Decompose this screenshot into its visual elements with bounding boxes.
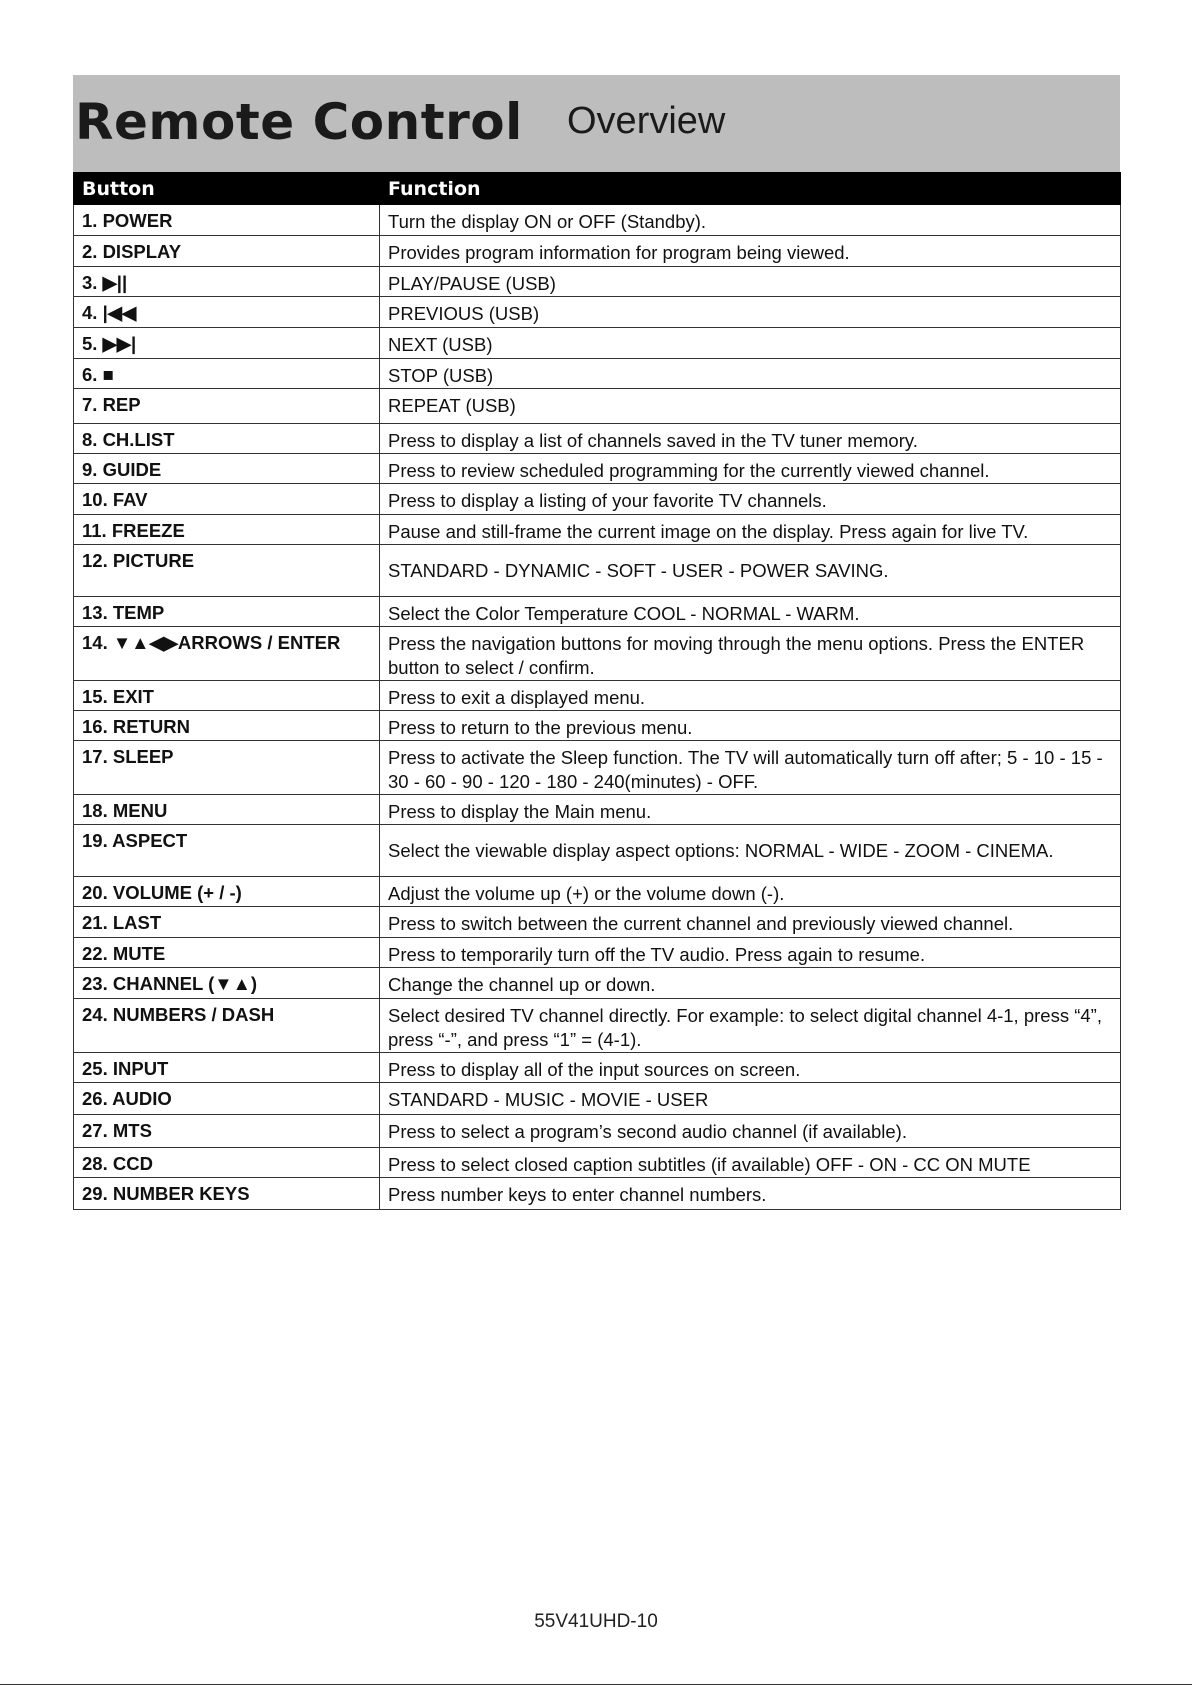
table-row (74, 545, 1121, 597)
table-row (74, 1083, 1121, 1115)
button-function: STOP (USB) (380, 359, 1121, 389)
table-row (74, 825, 1121, 877)
table-row (74, 907, 1121, 938)
button-function: Select the viewable display aspect options: NORMAL - WIDE - ZOOM - CINEMA. (380, 825, 1121, 877)
button-name: 5. ▶▶| (74, 328, 380, 359)
table-row (74, 236, 1121, 267)
button-name: 28. CCD (74, 1148, 380, 1178)
button-function: REPEAT (USB) (380, 389, 1121, 424)
button-name: 29. NUMBER KEYS (74, 1178, 380, 1210)
button-name: 27. MTS (74, 1115, 380, 1148)
button-function: Change the channel up or down. (380, 968, 1121, 999)
button-name: 15. EXIT (74, 681, 380, 711)
button-name: 16. RETURN (74, 711, 380, 741)
table-row (74, 1178, 1121, 1210)
button-name: 1. POWER (74, 205, 380, 236)
button-name: 19. ASPECT (74, 825, 380, 877)
button-function: Select desired TV channel directly. For example: to select digital channel 4-1, press “4”, press “-”, and press “1” = (4-1). (380, 999, 1121, 1053)
table-row (74, 267, 1121, 297)
button-name: 21. LAST (74, 907, 380, 938)
table-row (74, 454, 1121, 484)
button-name: 10. FAV (74, 484, 380, 515)
table-row (74, 205, 1121, 236)
button-function: STANDARD - DYNAMIC - SOFT - USER - POWER SAVING. (380, 545, 1121, 597)
table-row (74, 877, 1121, 907)
table-row (74, 484, 1121, 515)
button-name: 13. TEMP (74, 597, 380, 627)
button-name: 25. INPUT (74, 1053, 380, 1083)
button-function: Press to display a list of channels saved in the TV tuner memory. (380, 424, 1121, 454)
table-row (74, 389, 1121, 424)
button-function: Press to display the Main menu. (380, 795, 1121, 825)
button-function: Select the Color Temperature COOL - NORMAL - WARM. (380, 597, 1121, 627)
button-name: 11. FREEZE (74, 515, 380, 545)
table-row (74, 795, 1121, 825)
table-row (74, 938, 1121, 968)
table-row (74, 424, 1121, 454)
table-row (74, 328, 1121, 359)
button-function: Pause and still-frame the current image on the display. Press again for live TV. (380, 515, 1121, 545)
button-name: 22. MUTE (74, 938, 380, 968)
table-row (74, 515, 1121, 545)
button-function: Provides program information for program being viewed. (380, 236, 1121, 267)
table-row (74, 711, 1121, 741)
button-function: Press to return to the previous menu. (380, 711, 1121, 741)
table-row (74, 297, 1121, 328)
button-function: Press to display all of the input sources on screen. (380, 1053, 1121, 1083)
table-row (74, 1053, 1121, 1083)
header-function: Function (380, 173, 1121, 205)
button-name: 3. ▶|| (74, 267, 380, 297)
table-row (74, 681, 1121, 711)
table-header-row (74, 173, 1121, 205)
button-name: 14. ▼▲◀▶ARROWS / ENTER (74, 627, 380, 681)
button-function: Press to temporarily turn off the TV audio. Press again to resume. (380, 938, 1121, 968)
table-row (74, 627, 1121, 681)
button-function: Press to review scheduled programming for the currently viewed channel. (380, 454, 1121, 484)
button-function: STANDARD - MUSIC - MOVIE - USER (380, 1083, 1121, 1115)
button-name: 26. AUDIO (74, 1083, 380, 1115)
button-name: 20. VOLUME (+ / -) (74, 877, 380, 907)
button-function: Press to switch between the current channel and previously viewed channel. (380, 907, 1121, 938)
button-function: Press to select a program’s second audio channel (if available). (380, 1115, 1121, 1148)
remote-control-table (73, 172, 1121, 1210)
table-row (74, 597, 1121, 627)
button-function: PREVIOUS (USB) (380, 297, 1121, 328)
button-function: Turn the display ON or OFF (Standby). (380, 205, 1121, 236)
page-title: Remote Control (75, 93, 523, 151)
button-function: PLAY/PAUSE (USB) (380, 267, 1121, 297)
button-name: 8. CH.LIST (74, 424, 380, 454)
button-function: Press to activate the Sleep function. The TV will automatically turn off after; 5 - 10 - 15 - 30 - 60 - 90 - 120 - 180 - 240(minutes) - OFF. (380, 741, 1121, 795)
button-name: 24. NUMBERS / DASH (74, 999, 380, 1053)
table-row (74, 1115, 1121, 1148)
table-row (74, 999, 1121, 1053)
button-function: Press to exit a displayed menu. (380, 681, 1121, 711)
button-function: Press to display a listing of your favorite TV channels. (380, 484, 1121, 515)
remote-table-wrapper (73, 172, 1120, 1210)
button-name: 4. |◀◀ (74, 297, 380, 328)
table-row (74, 1148, 1121, 1178)
button-name: 18. MENU (74, 795, 380, 825)
button-name: 17. SLEEP (74, 741, 380, 795)
table-row (74, 741, 1121, 795)
button-name: 9. GUIDE (74, 454, 380, 484)
button-function: Press the navigation buttons for moving through the menu options. Press the ENTER button to select / confirm. (380, 627, 1121, 681)
button-function: NEXT (USB) (380, 328, 1121, 359)
model-number: 55V41UHD-10 (534, 1611, 658, 1632)
header-button: Button (74, 173, 380, 205)
button-name: 23. CHANNEL (▼▲) (74, 968, 380, 999)
button-name: 6. ■ (74, 359, 380, 389)
button-name: 2. DISPLAY (74, 236, 380, 267)
table-row (74, 968, 1121, 999)
button-function: Adjust the volume up (+) or the volume down (-). (380, 877, 1121, 907)
button-name: 7. REP (74, 389, 380, 424)
page-subtitle: Overview (567, 100, 726, 142)
button-function: Press number keys to enter channel numbers. (380, 1178, 1121, 1210)
button-function: Press to select closed caption subtitles (if available) OFF - ON - CC ON MUTE (380, 1148, 1121, 1178)
button-name: 12. PICTURE (74, 545, 380, 597)
table-body (74, 205, 1121, 1210)
table-row (74, 359, 1121, 389)
